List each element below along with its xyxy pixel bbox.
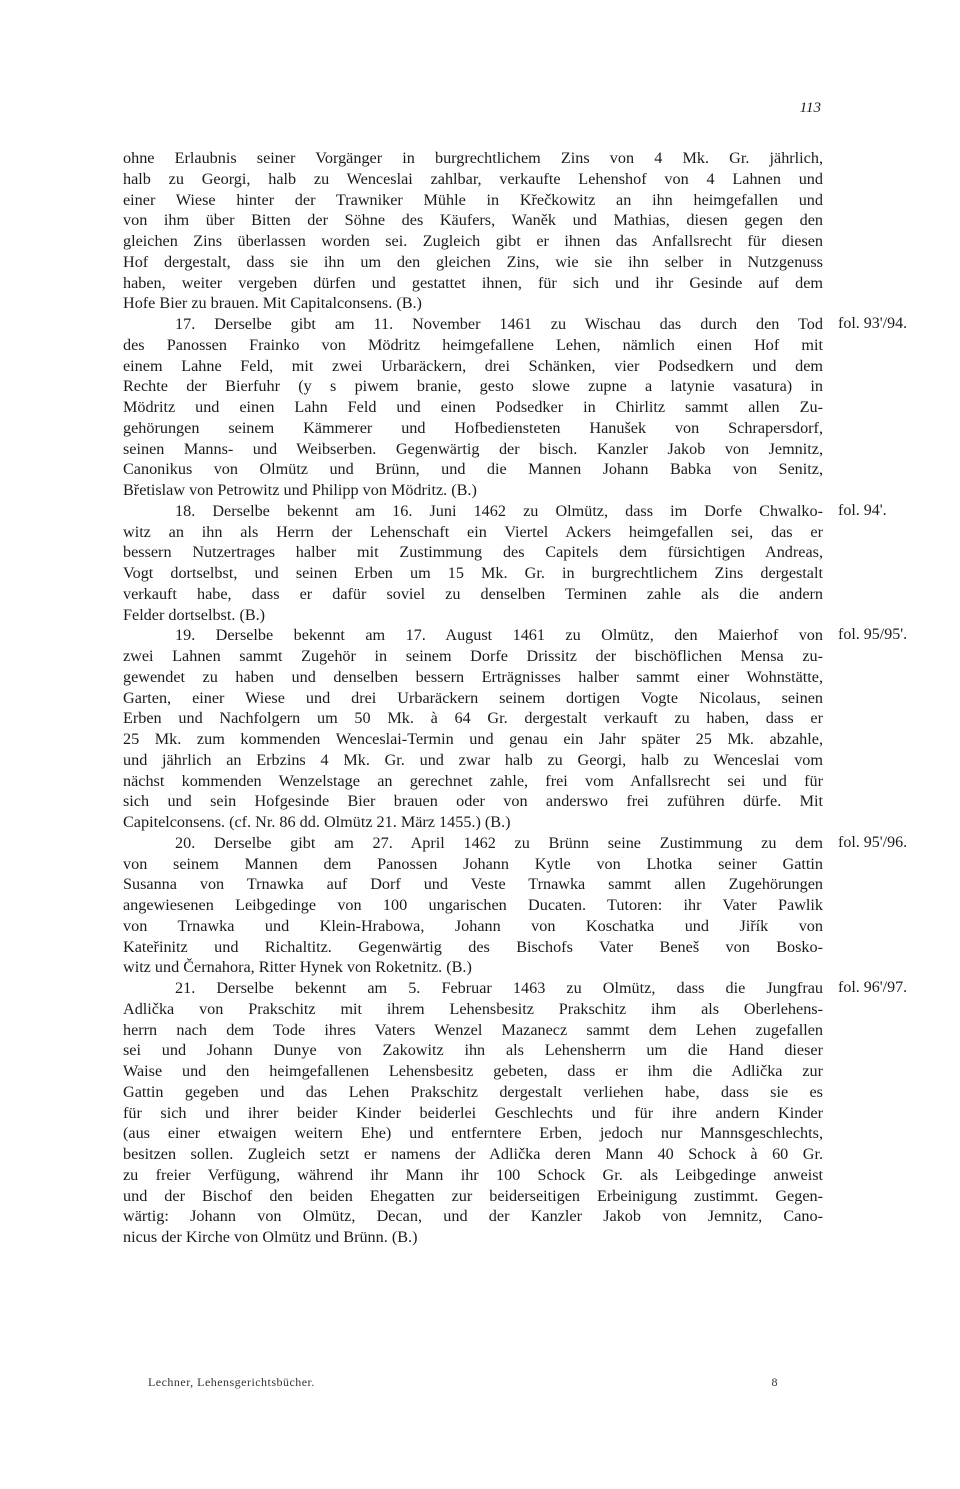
- paragraph-21: [123, 978, 908, 1248]
- text-line: 18. Derselbe bekennt am 16. Juni 1462 zu Olmütz, dass im Dorfe Chwalko-: [175, 501, 823, 520]
- text-line: Břetislaw von Petrowitz und Philipp von Mödritz. (B.): [123, 481, 477, 499]
- footer: [148, 1375, 778, 1390]
- text-line: einer Wiese hinter der Trawniker Mühle in Křečkowitz an ihn heimgefallen und: [123, 190, 823, 209]
- text-line: und der Bischof den beiden Ehegatten zur beiderseitigen Erbeinigung zustimmt. Gegen-: [123, 1186, 823, 1205]
- text-line: angewiesenen Leibgedinge von 100 ungarischen Ducaten. Tutoren: ihr Vater Pawlik: [123, 896, 823, 914]
- text-line: halb zu Georgi, halb zu Wenceslai zahlbar, verkaufte Lehenshof von 4 Lahnen und: [123, 169, 823, 188]
- paragraph-19: [123, 625, 908, 833]
- text-line: wärtig: Johann von Olmütz, Decan, und der Kanzler Jakob von Jemnitz, Cano-: [123, 1207, 823, 1226]
- text-line: Gattin gegeben und das Lehen Prakschitz dergestalt verliehen habe, dass sie es: [123, 1082, 823, 1101]
- text-line: gehörungen seinem Kämmerer und Hofbediensteten Hanušek von Schrapersdorf,: [123, 418, 823, 437]
- footer-signature-title: Lechner, Lehensgerichtsbücher.: [148, 1375, 315, 1389]
- text-line: 19. Derselbe bekennt am 17. August 1461 zu Olmütz, den Maierhof von: [175, 626, 823, 645]
- page-number: 113: [799, 100, 821, 116]
- signature-mark: 8: [771, 1375, 778, 1389]
- text-line: witz und Černahora, Ritter Hynek von Roketnitz. (B.): [123, 958, 472, 977]
- text-line: einem Lahne Feld, mit zwei Urbaräckern, drei Schänken, vier Podsedkern und dem: [123, 356, 823, 375]
- text-line: sich und sein Hofgesinde Bier brauen oder von anderswo frei zuführen dürfe. Mit: [123, 792, 823, 811]
- text-line: Hofe Bier zu brauen. Mit Capitalconsens. (B.): [123, 294, 422, 313]
- text-line: 20. Derselbe gibt am 27. April 1462 zu Brünn seine Zustimmung zu dem: [175, 833, 823, 852]
- text-line: (aus einer etwaigen weitern Ehe) und entferntere Erben, jedoch nur Mannsgeschlechts,: [123, 1124, 823, 1143]
- paragraph-20: [123, 833, 908, 978]
- text-line: gleichen Zins überlassen worden sei. Zugleich gibt er ihnen das Anfallsrecht für diesen: [123, 232, 823, 250]
- text-line: des Panossen Frainko von Mödritz heimgefallene Lehen, nämlich einen Hof mit: [123, 335, 823, 354]
- text-line: von Trnawka und Klein-Hrabowa, Johann von Koschatka und Jiřík von: [123, 916, 823, 935]
- text-line: Vogt dortselbst, und seinen Erben um 15 Mk. Gr. in burgrechtlichem Zins dergestalt: [123, 564, 823, 582]
- text-line: Garten, einer Wiese und drei Urbaräckern seinem dortigen Vogte Nicolaus, seinen: [123, 688, 823, 707]
- text-line: Susanna von Trnawka auf Dorf und Veste Trnawka sammt allen Zugehörungen: [123, 875, 823, 894]
- text-line: ohne Erlaubnis seiner Vorgänger in burgrechtlichem Zins von 4 Mk. Gr. jährlich,: [123, 149, 823, 167]
- text-line: Adlička von Prakschitz mit ihrem Lehensbesitz Prakschitz ihm als Oberlehens-: [123, 999, 823, 1018]
- text-line: Felder dortselbst. (B.): [123, 605, 266, 624]
- text-line: seinen Manns- und Weibserben. Gegenwärtig der bisch. Kanzler Jakob von Jemnitz,: [123, 439, 823, 458]
- folio-reference: fol. 96'/97.: [838, 979, 908, 996]
- text-line: haben, weiter vergeben dürfen und gestattet ihnen, für sich und ihr Gesinde auf dem: [123, 273, 823, 292]
- text-line: 25 Mk. zum kommenden Wenceslai-Termin und genau ein Jahr später 25 Mk. abzahle,: [123, 730, 823, 748]
- text-line: und jährlich an Erbzins 4 Mk. Gr. und zwar halb zu Georgi, halb zu Wenceslai vom: [123, 750, 823, 769]
- text-line: bessern Nutzertrages halber mit Zustimmung des Capitels dem fürsichtigen Andreas,: [123, 543, 823, 562]
- text-line: zu freier Verfügung, während ihr Mann ihr 100 Schock Gr. als Leibgedinge anweist: [123, 1165, 823, 1184]
- text-line: gewendet zu haben und denselben bessern Erträgnisses halber sammt einer Wohnstätte,: [123, 667, 823, 686]
- text-line: besitzen sollen. Zugleich setzt er namens der Adlička deren Mann 40 Schock à 60 Gr.: [123, 1145, 823, 1163]
- text-line: zwei Lahnen sammt Zugehör in seinem Dorfe Drissitz der bischöflichen Mensa zu-: [123, 647, 823, 665]
- text-line: nächst kommenden Wenzelstage an gerechnet zahle, frei vom Anfallsrecht sei und für: [123, 771, 823, 790]
- text-line: sei und Johann Dunye von Zakowitz ihn als Lehensherrn um die Hand dieser: [123, 1041, 823, 1060]
- text-line: nicus der Kirche von Olmütz und Brünn. (B.): [123, 1228, 418, 1246]
- text-line: verkauft habe, dass er dafür soviel zu denselben Terminen zahle als die andern: [123, 584, 823, 603]
- text-line: Kateřinitz und Richaltitz. Gegenwärtig des Bischofs Vater Beneš von Bosko-: [123, 937, 823, 956]
- text-line: Rechte der Bierfuhr (y s piwem branie, gesto slowe zupne a latynie vasatura) in: [123, 377, 823, 396]
- text-line: von seinem Mannen dem Panossen Johann Kytle von Lhotka seiner Gattin: [123, 854, 823, 873]
- paragraph-17: [123, 314, 908, 501]
- body-text: [123, 148, 908, 1248]
- text-line: Capitelconsens. (cf. Nr. 86 dd. Olmütz 21. März 1455.) (B.): [123, 813, 511, 831]
- text-line: herrn nach dem Tode ihres Vaters Wenzel Mazanecz sammt dem Lehen zugefallen: [123, 1020, 823, 1039]
- folio-reference: fol. 95'/96.: [838, 833, 908, 851]
- text-line: Erben und Nachfolgern um 50 Mk. à 64 Gr. dergestalt verkauft zu haben, dass er: [123, 709, 823, 728]
- folio-reference: fol. 94'.: [838, 501, 887, 519]
- text-line: von ihm über Bitten der Söhne des Käufers, Waněk und Mathias, diesen gegen den: [123, 211, 823, 230]
- text-line: Hof dergestalt, dass sie ihn um den gleichen Zins, wie sie ihn selber in Nutzgenuss: [123, 252, 823, 271]
- text-line: Canonikus von Olmütz und Brünn, und die Mannen Johann Babka von Senitz,: [123, 460, 823, 479]
- text-line: für sich und ihrer beider Kinder beiderlei Geschlechts und für ihre andern Kinder: [123, 1103, 823, 1122]
- text-line: 17. Derselbe gibt am 11. November 1461 zu Wischau das durch den Tod: [175, 315, 823, 333]
- folio-reference: fol. 93'/94.: [838, 315, 908, 332]
- text-line: Mödritz und einen Lahn Feld und einen Podsedker in Chirlitz sammt allen Zu-: [123, 398, 823, 416]
- text-line: 21. Derselbe bekennt am 5. Februar 1463 zu Olmütz, dass die Jungfrau: [175, 979, 823, 997]
- text-line: witz an ihn als Herrn der Lehenschaft ein Viertel Ackers heimgefallen sei, das er: [123, 522, 823, 541]
- text-line: Waise und den heimgefallenen Lehensbesitz gebeten, dass er ihm die Adlička zur: [123, 1062, 823, 1080]
- folio-reference: fol. 95/95'.: [838, 626, 908, 644]
- paragraph-18: [123, 501, 887, 626]
- paragraph-16-continuation: [123, 148, 823, 314]
